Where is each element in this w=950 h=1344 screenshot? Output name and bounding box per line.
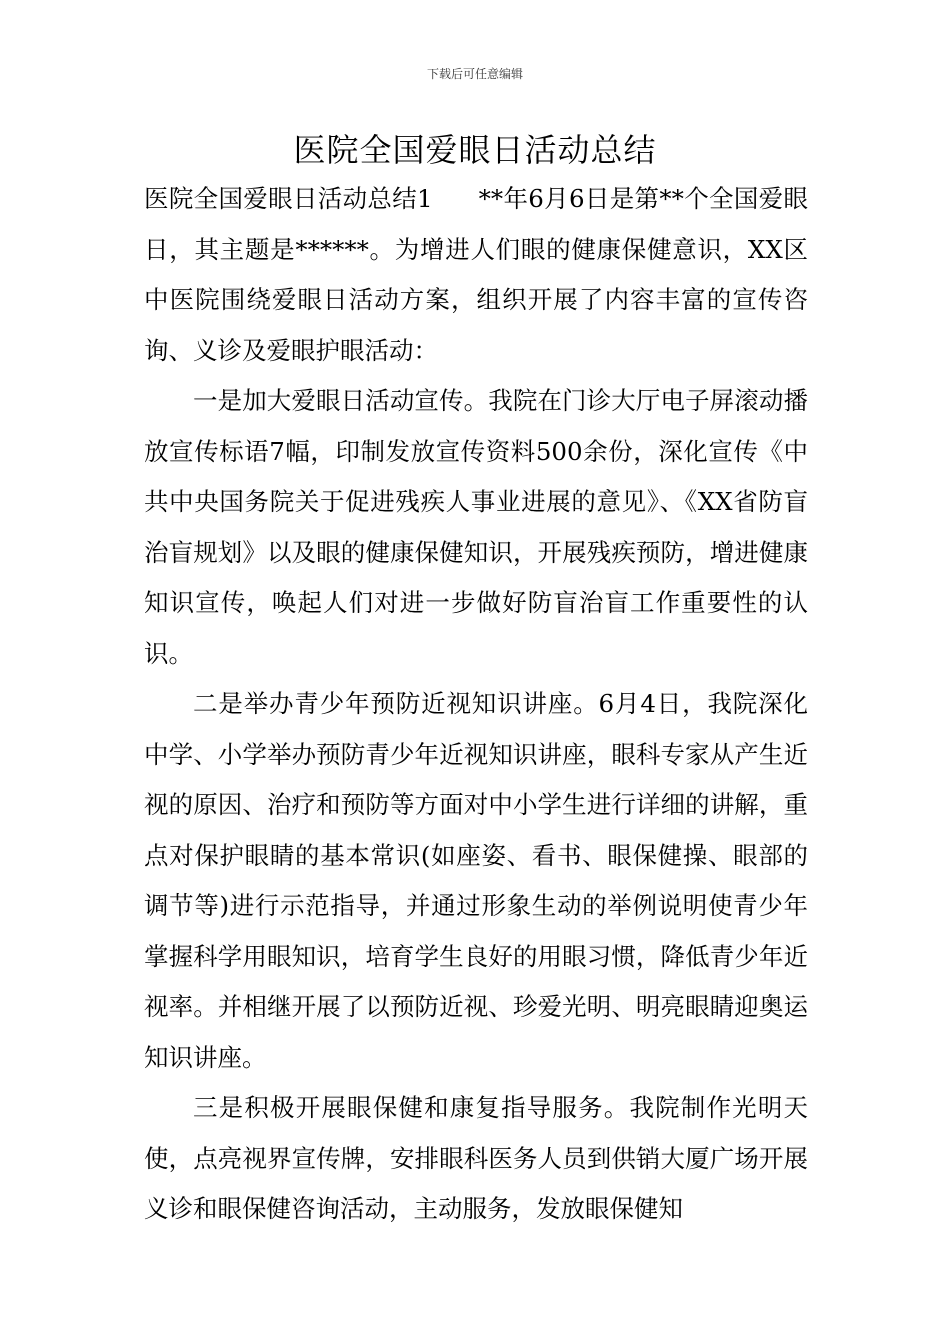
intro-label: 医院全国爱眼日活动总结1 [144,184,433,213]
paragraph-1: 一是加大爱眼日活动宣传。我院在门诊大厅电子屏滚动播放宣传标语7幅，印制发放宣传资料500余份，深化宣传《中共中央国务院关于促进残疾人事业进展的意见》、《XX省防盲治盲规划》以及眼的健康保健知识，开展残疾预防，增进健康知识宣传，唤起人们对进一步做好防盲治盲工作重要性的认识。 [144,386,808,668]
header-note: 下载后可任意编辑 [426,67,523,81]
paragraph-3: 三是积极开展眼保健和康复指导服务。我院制作光明天使，点亮视界宣传牌，安排眼科医务人员到供销大厦广场开展义诊和眼保健咨询活动，主动服务，发放眼保健知 [144,1093,808,1223]
intro-text: **年6月6日是第**个全国爱眼日，其主题是******。为增进人们眼的健康保健意识，XX区中医院围绕爱眼日活动方案，组织开展了内容丰富的宣传咨询、义诊及爱眼护眼活动： [144,184,808,365]
document-title: 医院全国爱眼日活动总结 [293,131,657,169]
paragraph-2: 二是举办青少年预防近视知识讲座。6月4日，我院深化中学、小学举办预防青少年近视知识讲座，眼科专家从产生近视的原因、治疗和预防等方面对中小学生进行详细的讲解，重点对保护眼睛的基本常识(如座姿、看书、眼保健操、眼部的调节等)进行示范指导，并通过形象生动的举例说明使青少年掌握科学用眼知识，培育学生良好的用眼习惯，降低青少年近视率。并相继开展了以预防近视、珍爱光明、明亮眼睛迎奥运知识讲座。 [144,689,808,1072]
intro-paragraph [144,174,808,376]
document-body [144,174,808,1235]
